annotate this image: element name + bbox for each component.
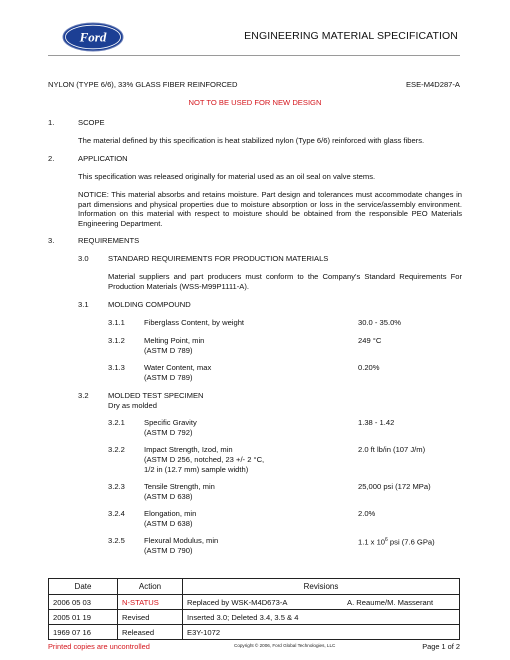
property-value: 1.1 x $10^6$ psi (7.6 GPa) [358,537,435,547]
property-name: Tensile Strength, min [144,482,215,491]
standard-requirements-text: Material suppliers and part producers must conform to the Company's Standard Requirements For Production Materials (WSS-M99P1111-A). [108,272,462,291]
property-value: 2.0% [358,509,376,518]
test-method: (ASTM D 638) [144,492,193,501]
property-name: Fiberglass Content, by weight [144,318,245,327]
item-number: 3.1.3 [108,363,125,372]
item-number: 3.2.1 [108,418,125,427]
property-name: Specific Gravity [144,418,197,427]
subsection-title-specimen: MOLDED TEST SPECIMEN [108,391,204,400]
test-method: (ASTM D 789) [144,346,193,355]
material-name: NYLON (TYPE 6/6), 33% GLASS FIBER REINFORCED [48,80,238,89]
table-row [49,610,460,625]
section-number: 1. [48,118,55,127]
item-number: 3.2.4 [108,509,125,518]
ford-logo [62,22,124,52]
property-value: 249 °C [358,336,382,345]
section-number: 2. [48,154,55,163]
section-title-scope: SCOPE [78,118,105,127]
application-text: This specification was released originally for material used as an oil seal on valve stems. [78,172,376,181]
test-method-continued: 1/2 in (12.7 mm) sample width) [144,465,249,474]
subsection-number: 3.1 [78,300,89,309]
revision-author: A. Reaume/M. Masserant [343,595,460,610]
property-value: 2.0 ft lb/in (107 J/m) [358,445,426,454]
property-name: Impact Strength, Izod, min [144,445,233,454]
revision-action: N-STATUS [118,595,183,610]
property-value: 0.20% [358,363,380,372]
column-header-date: Date [49,579,118,595]
section-number: 3. [48,236,55,245]
moisture-notice: NOTICE: This material absorbs and retains moisture. Part design and tolerances must accommodate changes in part dimensions and physical properties due to moisture absorption or loss in the service/assembly environment. Information on this material with respect to moisture should be obtained from the responsible PEO Materials Engineering Department. [78,190,462,228]
status-notice: NOT TO BE USED FOR NEW DESIGN [188,98,322,107]
property-name: Water Content, max [144,363,212,372]
property-value: 30.0 - 35.0% [358,318,402,327]
column-header-action: Action [118,579,183,595]
test-method: (ASTM D 790) [144,546,193,555]
property-name: Elongation, min [144,509,197,518]
item-number: 3.2.3 [108,482,125,491]
revision-description: Inserted 3.0; Deleted 3.4, 3.5 & 4 [183,610,460,625]
section-title-requirements: REQUIREMENTS [78,236,140,245]
property-value: 25,000 psi (172 MPa) [358,482,431,491]
column-header-revisions: Revisions [183,579,460,595]
table-header-row [49,579,460,595]
test-method: (ASTM D 256, notched, 23 +/- 2 °C, [144,455,265,464]
subsection-number: 3.2 [78,391,89,400]
test-method: (ASTM D 638) [144,519,193,528]
revision-date: 2006 05 03 [49,595,118,610]
subsection-condition: Dry as molded [108,401,157,410]
uncontrolled-copy-notice: Printed copies are uncontrolled [48,642,150,651]
logo-text: Ford [79,29,107,45]
revision-table [48,578,460,640]
subsection-number: 3.0 [78,254,89,263]
revision-action: Revised [118,610,183,625]
subsection-title-standard: STANDARD REQUIREMENTS FOR PRODUCTION MATERIALS [108,254,329,263]
page-number: Page 1 of 2 [422,642,460,651]
revision-action: Released [118,625,183,640]
test-method: (ASTM D 792) [144,428,193,437]
copyright: Copyright © 2006, Ford Global Technologies, LLC [234,643,336,648]
scope-text: The material defined by this specification is heat stabilized nylon (Type 6/6) reinforced with glass fibers. [78,136,425,145]
revision-description: E3Y-1072 [183,625,460,640]
property-name: Flexural Modulus, min [144,536,219,545]
subsection-title-molding: MOLDING COMPOUND [108,300,191,309]
document-title: ENGINEERING MATERIAL SPECIFICATION [244,30,458,42]
item-number: 3.1.1 [108,318,125,327]
header-divider [48,55,460,56]
property-name: Melting Point, min [144,336,205,345]
revision-description: Replaced by WSK-M4D673-A [183,595,344,610]
item-number: 3.2.2 [108,445,125,454]
item-number: 3.2.5 [108,536,125,545]
revision-date: 1969 07 16 [49,625,118,640]
spec-number: ESE-M4D287-A [405,80,460,89]
test-method: (ASTM D 789) [144,373,193,382]
table-row [49,625,460,640]
section-title-application: APPLICATION [78,154,128,163]
table-row [49,595,460,610]
property-value: 1.38 - 1.42 [358,418,395,427]
revision-date: 2005 01 19 [49,610,118,625]
item-number: 3.1.2 [108,336,125,345]
